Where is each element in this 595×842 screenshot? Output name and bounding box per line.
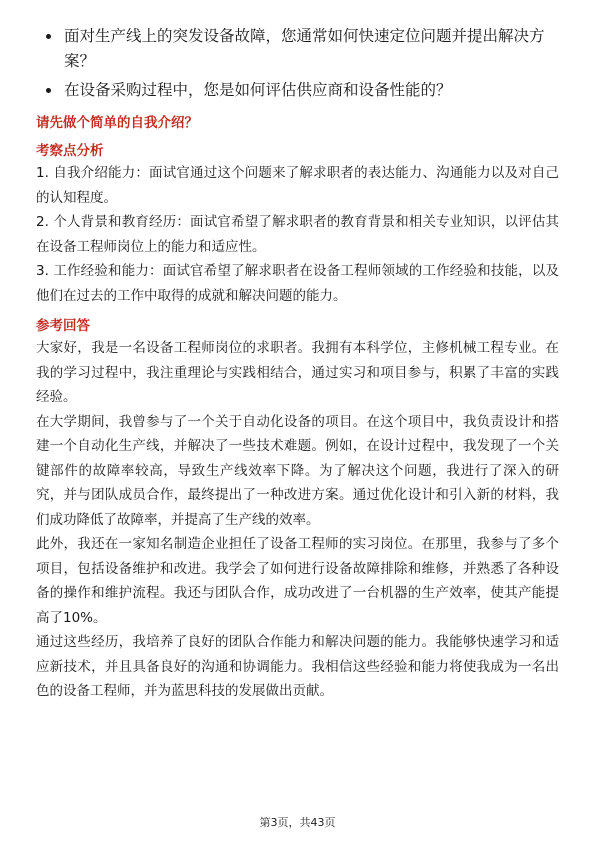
bullet-item xyxy=(36,78,559,103)
analysis-item: 2. 个人背景和教育经历：面试官希望了解求职者的教育背景和相关专业知识，以评估其在设备工程师岗位上的能力和适应性。 xyxy=(36,214,559,255)
page-number-footer: 第3页，共43页 xyxy=(259,816,336,829)
bullet-item xyxy=(36,24,559,74)
answer-paragraph: 通过这些经历，我培养了良好的团队合作能力和解决问题的能力。我能够快速学习和适应新技术，并且具备良好的沟通和协调能力。我相信这些经验和能力将使我成为一名出色的设备工程师，并为蓝思科技的发展做出贡献。 xyxy=(36,634,559,699)
analysis-item: 1. 自我介绍能力：面试官通过这个问题来了解求职者的表达能力、沟通能力以及对自己的认知程度。 xyxy=(36,165,559,206)
question-bullet-list xyxy=(36,24,559,103)
answer-paragraph: 此外，我还在一家知名制造企业担任了设备工程师的实习岗位。在那里，我参与了多个项目，包括设备维护和改进。我学会了如何进行设备故障排除和维修，并熟悉了各种设备的操作和维护流程。我还与团队合作，成功改进了一台机器的生产效率，使其产能提高了10%。 xyxy=(36,536,559,626)
question-title: 请先做个简单的自我介绍？ xyxy=(36,115,198,131)
answer-heading: 参考回答 xyxy=(36,318,90,334)
analysis-heading: 考察点分析 xyxy=(36,143,104,159)
bullet-text: 在设备采购过程中，您是如何评估供应商和设备性能的？ xyxy=(64,81,452,99)
analysis-item: 3. 工作经验和能力：面试官希望了解求职者在设备工程师领域的工作经验和技能，以及他们在过去的工作中取得的成就和解决问题的能力。 xyxy=(36,263,559,304)
bullet-dot-icon xyxy=(46,88,51,93)
page-content xyxy=(36,24,559,704)
bullet-dot-icon xyxy=(46,34,51,39)
bullet-text: 面对生产线上的突发设备故障，您通常如何快速定位问题并提出解决方案？ xyxy=(64,27,545,70)
answer-paragraph: 在大学期间，我曾参与了一个关于自动化设备的项目。在这个项目中，我负责设计和搭建一个自动化生产线，并解决了一些技术难题。例如，在设计过程中，我发现了一个关键部件的故障率较高，导致生产线效率下降。为了解决这个问题，我进行了深入的研究，并与团队成员合作，最终提出了一种改进方案。通过优化设计和引入新的材料，我们成功降低了故障率，并提高了生产线的效率。 xyxy=(36,413,559,528)
answer-paragraph: 大家好，我是一名设备工程师岗位的求职者。我拥有本科学位，主修机械工程专业。在我的学习过程中，我注重理论与实践相结合，通过实习和项目参与，积累了丰富的实践经验。 xyxy=(36,340,559,405)
